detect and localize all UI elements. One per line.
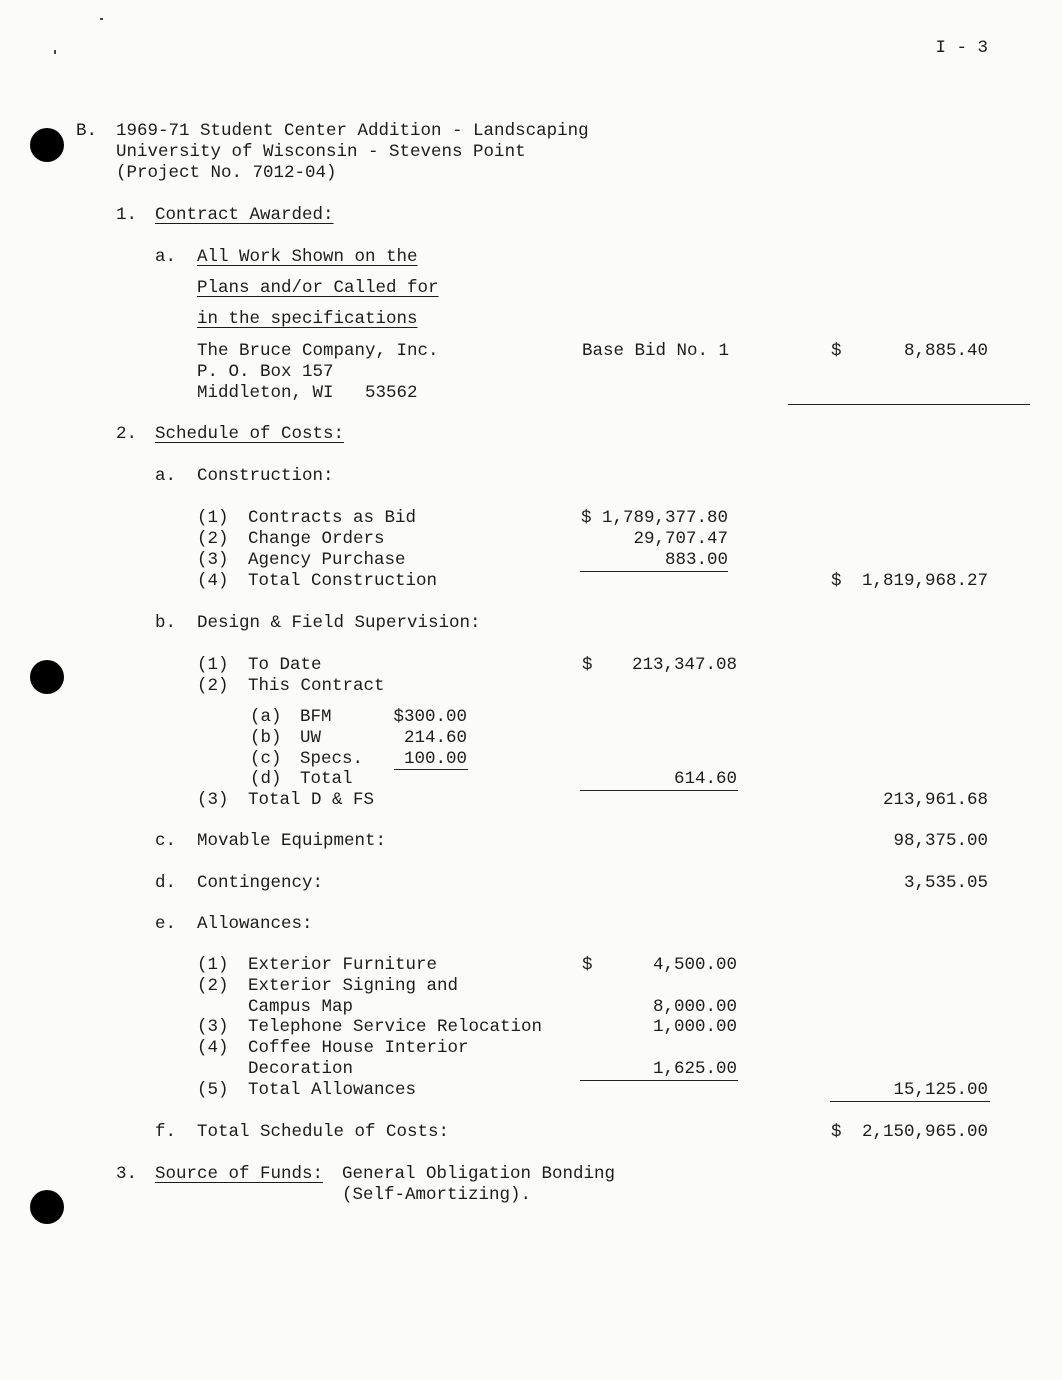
line-label-continued: Campus Map: [248, 997, 354, 1017]
line-number: (1): [197, 955, 229, 975]
source-of-funds-text: General Obligation Bonding: [342, 1164, 616, 1184]
currency-symbol: $: [582, 655, 593, 675]
line-label: Total Allowances: [248, 1080, 417, 1100]
line-label: Total D & FS: [248, 790, 375, 810]
sub-total-rule: [394, 769, 468, 770]
sub-label: Total: [300, 769, 353, 789]
line-amount: 213,347.08: [631, 655, 737, 675]
currency-symbol: $: [831, 341, 842, 361]
contingency-letter: d.: [155, 873, 177, 893]
contract-item-letter: a.: [155, 247, 177, 267]
line-number: (1): [197, 508, 229, 528]
project-title: 1969-71 Student Center Addition - Landscaping: [116, 121, 589, 141]
line-amount: 614.60: [673, 769, 737, 789]
line-amount: 29,707.47: [633, 529, 728, 549]
item-2-number: 2.: [116, 424, 138, 444]
line-number: (2): [197, 676, 229, 696]
project-number: (Project No. 7012-04): [116, 163, 337, 183]
contractor-city: Middleton, WI 53562: [197, 383, 418, 403]
line-label: To Date: [248, 655, 322, 675]
line-label-continued: Decoration: [248, 1059, 354, 1079]
grand-total-rule: [830, 1101, 990, 1102]
total-schedule-label: Total Schedule of Costs:: [197, 1122, 450, 1142]
work-description-line: All Work Shown on the: [197, 247, 418, 267]
equipment-amount: 98,375.00: [893, 831, 988, 851]
sub-label: Specs.: [300, 749, 364, 769]
line-label: This Contract: [248, 676, 385, 696]
currency-symbol: $: [831, 1122, 842, 1142]
work-description-line: in the specifications: [197, 309, 418, 329]
line-amount: 883.00: [664, 550, 728, 570]
bid-label: Base Bid No. 1: [582, 341, 730, 361]
line-number: (2): [197, 976, 229, 996]
total-schedule-letter: f.: [155, 1122, 177, 1142]
line-number: (3): [197, 550, 229, 570]
total-dfs-amount: 213,961.68: [882, 790, 988, 810]
item-3-number: 3.: [116, 1164, 138, 1184]
sub-letter: (b): [250, 728, 282, 748]
line-amount: 8,000.00: [652, 997, 737, 1017]
scan-speck: [100, 18, 103, 20]
line-number: (1): [197, 655, 229, 675]
line-number: (5): [197, 1080, 229, 1100]
sub-letter: (c): [250, 749, 282, 769]
line-number: (3): [197, 790, 229, 810]
line-number: (3): [197, 1017, 229, 1037]
binder-hole-top: [30, 128, 64, 162]
subtotal-rule: [580, 571, 728, 572]
work-description-line: Plans and/or Called for: [197, 278, 439, 298]
equipment-label: Movable Equipment:: [197, 831, 387, 851]
contractor-name: The Bruce Company, Inc.: [197, 341, 439, 361]
contingency-label: Contingency:: [197, 873, 324, 893]
line-amount: 4,500.00: [652, 955, 737, 975]
sub-letter: (d): [250, 769, 282, 789]
line-label: Exterior Furniture: [248, 955, 438, 975]
currency-symbol: $: [582, 955, 593, 975]
equipment-letter: c.: [155, 831, 177, 851]
sub-label: UW: [300, 728, 322, 748]
sub-label: BFM: [300, 707, 332, 727]
construction-letter: a.: [155, 466, 177, 486]
scan-speck: [54, 50, 56, 54]
line-number: (4): [197, 1038, 229, 1058]
construction-label: Construction:: [197, 466, 334, 486]
line-amount: 1,000.00: [652, 1017, 737, 1037]
total-construction-amount: 1,819,968.27: [861, 571, 988, 591]
line-label: Coffee House Interior: [248, 1038, 469, 1058]
contract-amount: 8,885.40: [903, 341, 988, 361]
line-label: Exterior Signing and: [248, 976, 459, 996]
line-label: Telephone Service Relocation: [248, 1017, 543, 1037]
design-label: Design & Field Supervision:: [197, 613, 481, 633]
sub-amount: 100.00: [403, 749, 467, 769]
subtotal-rule: [580, 1080, 738, 1081]
project-university: University of Wisconsin - Stevens Point: [116, 142, 526, 162]
total-schedule-amount: 2,150,965.00: [861, 1122, 988, 1142]
line-amount: $ 1,789,377.80: [580, 508, 728, 528]
sub-amount: $300.00: [393, 707, 467, 727]
line-label: Change Orders: [248, 529, 385, 549]
allowances-letter: e.: [155, 914, 177, 934]
contractor-address: P. O. Box 157: [197, 362, 334, 382]
sub-amount: 214.60: [403, 728, 467, 748]
contingency-amount: 3,535.05: [903, 873, 988, 893]
contract-awarded-heading: Contract Awarded:: [155, 205, 334, 225]
source-of-funds-text: (Self-Amortizing).: [342, 1185, 532, 1205]
line-amount: 1,625.00: [652, 1059, 737, 1079]
schedule-heading: Schedule of Costs:: [155, 424, 345, 444]
design-letter: b.: [155, 613, 177, 633]
source-of-funds-heading: Source of Funds:: [155, 1164, 324, 1184]
line-label: Total Construction: [248, 571, 438, 591]
binder-hole-middle: [30, 660, 64, 694]
currency-symbol: $: [831, 571, 842, 591]
sub-letter: (a): [250, 707, 282, 727]
contract-amount-rule: [788, 404, 1030, 405]
section-marker: B.: [76, 121, 98, 141]
allowances-label: Allowances:: [197, 914, 313, 934]
item-1-number: 1.: [116, 205, 138, 225]
line-label: Agency Purchase: [248, 550, 406, 570]
binder-hole-bottom: [30, 1190, 64, 1224]
total-allowances-amount: 15,125.00: [893, 1080, 988, 1100]
line-number: (4): [197, 571, 229, 591]
line-number: (2): [197, 529, 229, 549]
page-number: I - 3: [935, 38, 988, 58]
subtotal-rule: [580, 790, 738, 791]
line-label: Contracts as Bid: [248, 508, 417, 528]
